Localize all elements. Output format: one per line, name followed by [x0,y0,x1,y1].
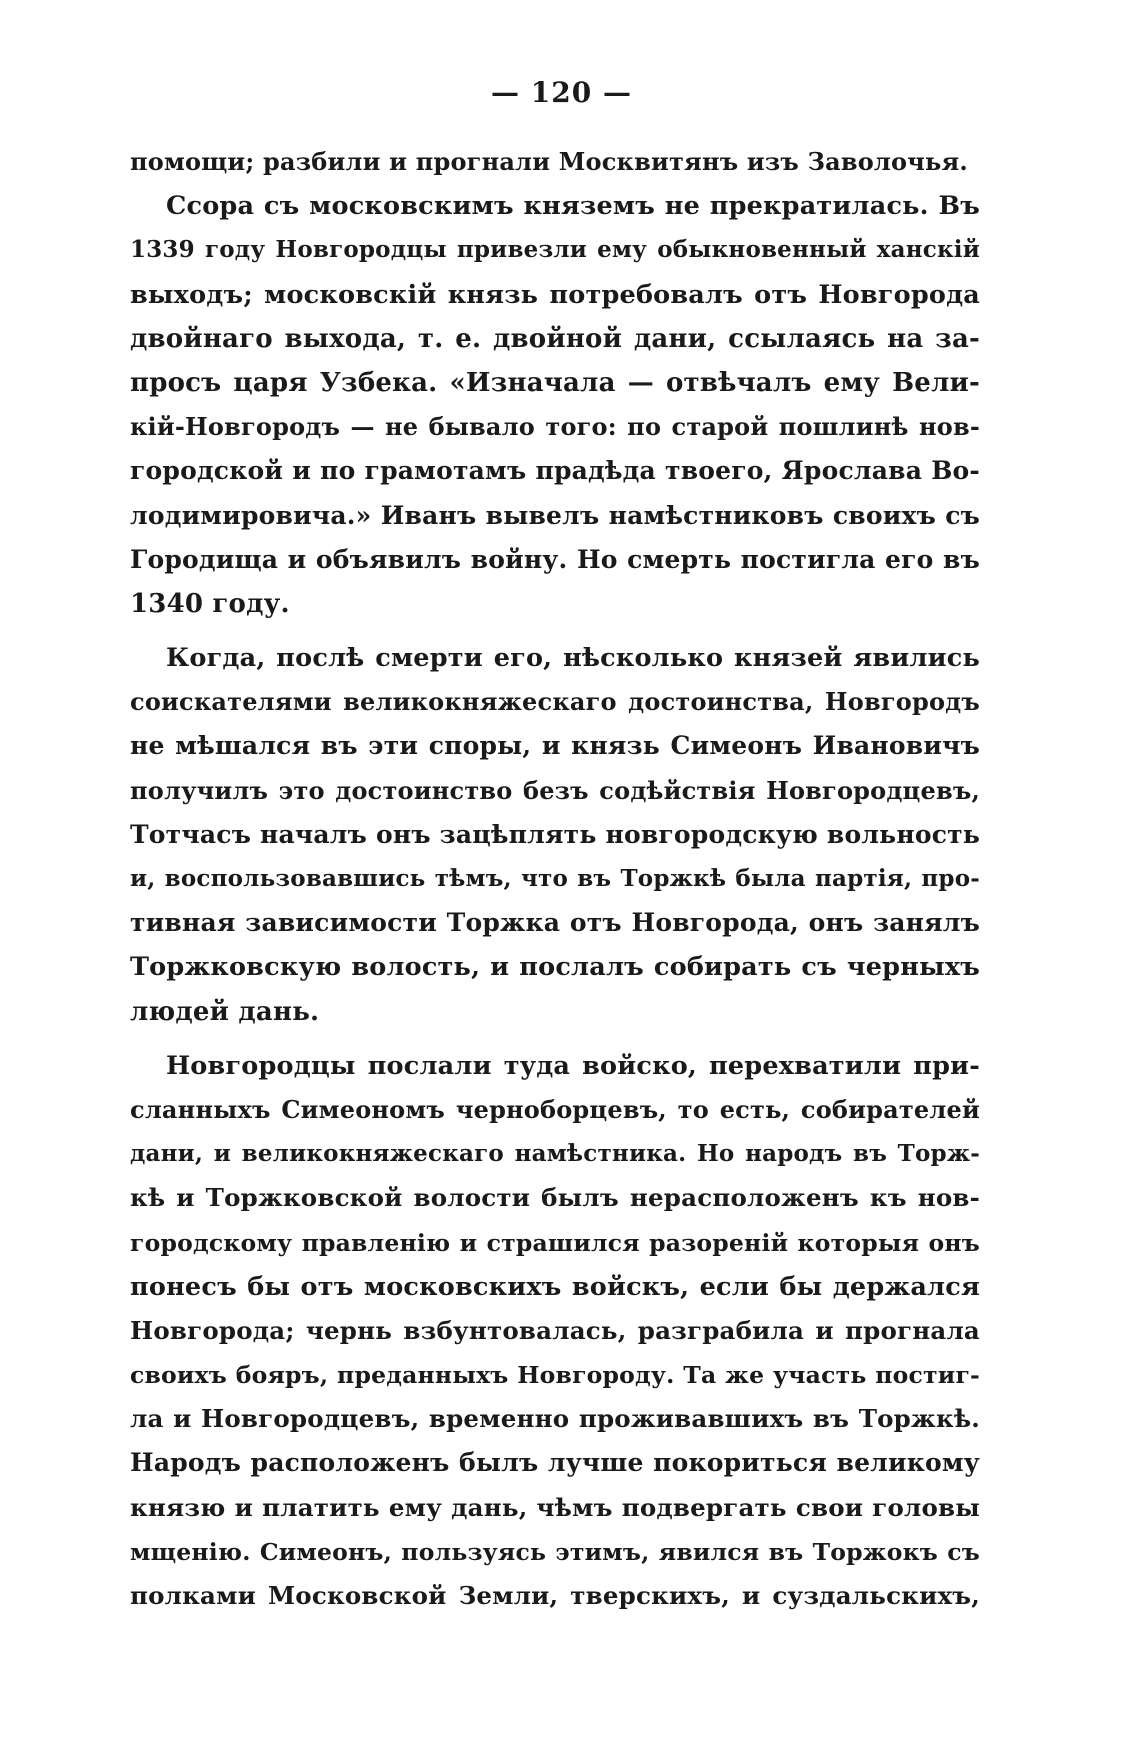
text-line: 1339 году Новгородцы привезли ему обыкновенный ханскій [130,236,980,264]
text-line: сланныхъ Симеономъ черноборцевъ, то есть, собирателей [130,1094,980,1124]
text-line: Торжковскую волость, и послалъ собирать съ черныхъ [130,952,980,983]
text-line: ла и Новгородцевъ, временно проживавшихъ въ Торжкѣ. [130,1404,980,1434]
text-line: просъ царя Узбека. «Изначала — отвѣчалъ ему Вели- [130,367,980,398]
text-line: тивная зависимости Торжка отъ Новгорода, онъ занялъ [130,908,980,938]
text-line: городской и по грамотамъ прадѣда твоего, Ярослава Во- [130,456,980,486]
text-line: городскому правленію и страшился разореній которыя онъ [130,1228,980,1257]
text-line: кѣ и Торжковской волости былъ нерасположенъ къ нов- [130,1183,980,1213]
text-line: своихъ бояръ, преданныхъ Новгороду. Та же участь постиг- [130,1361,980,1390]
text-line: Тотчасъ началъ онъ зацѣплять новгородскую вольность [130,819,980,849]
text-line: двойнаго выхода, т. е. двойной дани, ссылаясь на за- [130,323,980,354]
text-line: лодимировича.» Иванъ вывелъ намѣстниковъ своихъ съ [130,500,980,530]
text-line: не мѣшался въ эти споры, и князь Симеонъ Ивановичъ [130,731,980,761]
page-number: — 120 — [491,76,632,109]
text-line: Новгородцы послали туда войско, перехватили при- [166,1050,980,1081]
text-line: Городища и объявилъ войну. Но смерть постигла его въ [130,544,980,574]
text-line: полками Московской Земли, тверскихъ, и суздальскихъ, [130,1581,980,1610]
text-line: Ссора съ московскимъ княземъ не прекратилась. Въ [166,191,980,222]
text-line: и, воспользовавшись тѣмъ, что въ Торжкѣ была партія, про- [130,865,980,892]
text-line: 1340 году. [130,588,290,619]
text-line: Народъ расположенъ былъ лучше покориться великому [130,1448,980,1478]
text-line: Когда, послѣ смерти его, нѣсколько князей явились [166,643,980,674]
text-line: кій-Новгородъ — не бывало того: по старой пошлинѣ нов- [130,412,980,442]
text-line: получилъ это достоинство безъ содѣйствія Новгородцевъ, [130,775,980,805]
body-text [130,140,980,1618]
text-line: людей дань. [130,996,320,1027]
text-line: князю и платить ему дань, чѣмъ подвергать свои головы [130,1492,980,1522]
text-line: мщенію. Симеонъ, пользуясь этимъ, явился въ Торжокъ съ [130,1537,980,1566]
text-line: выходъ; московскій князь потребовалъ отъ Новгорода [130,279,980,310]
text-line: помощи; разбили и прогнали Москвитянъ изъ Заволочья. [130,147,968,176]
text-line: соискателями великокняжескаго достоинства, Новгородъ [130,687,980,717]
text-line: понесъ бы отъ московскихъ войскъ, если бы держался [130,1271,980,1302]
text-line: Новгорода; чернь взбунтовалась, разграбила и прогнала [130,1315,980,1345]
text-line: дани, и великокняжескаго намѣстника. Но народъ въ Торж- [130,1140,980,1168]
